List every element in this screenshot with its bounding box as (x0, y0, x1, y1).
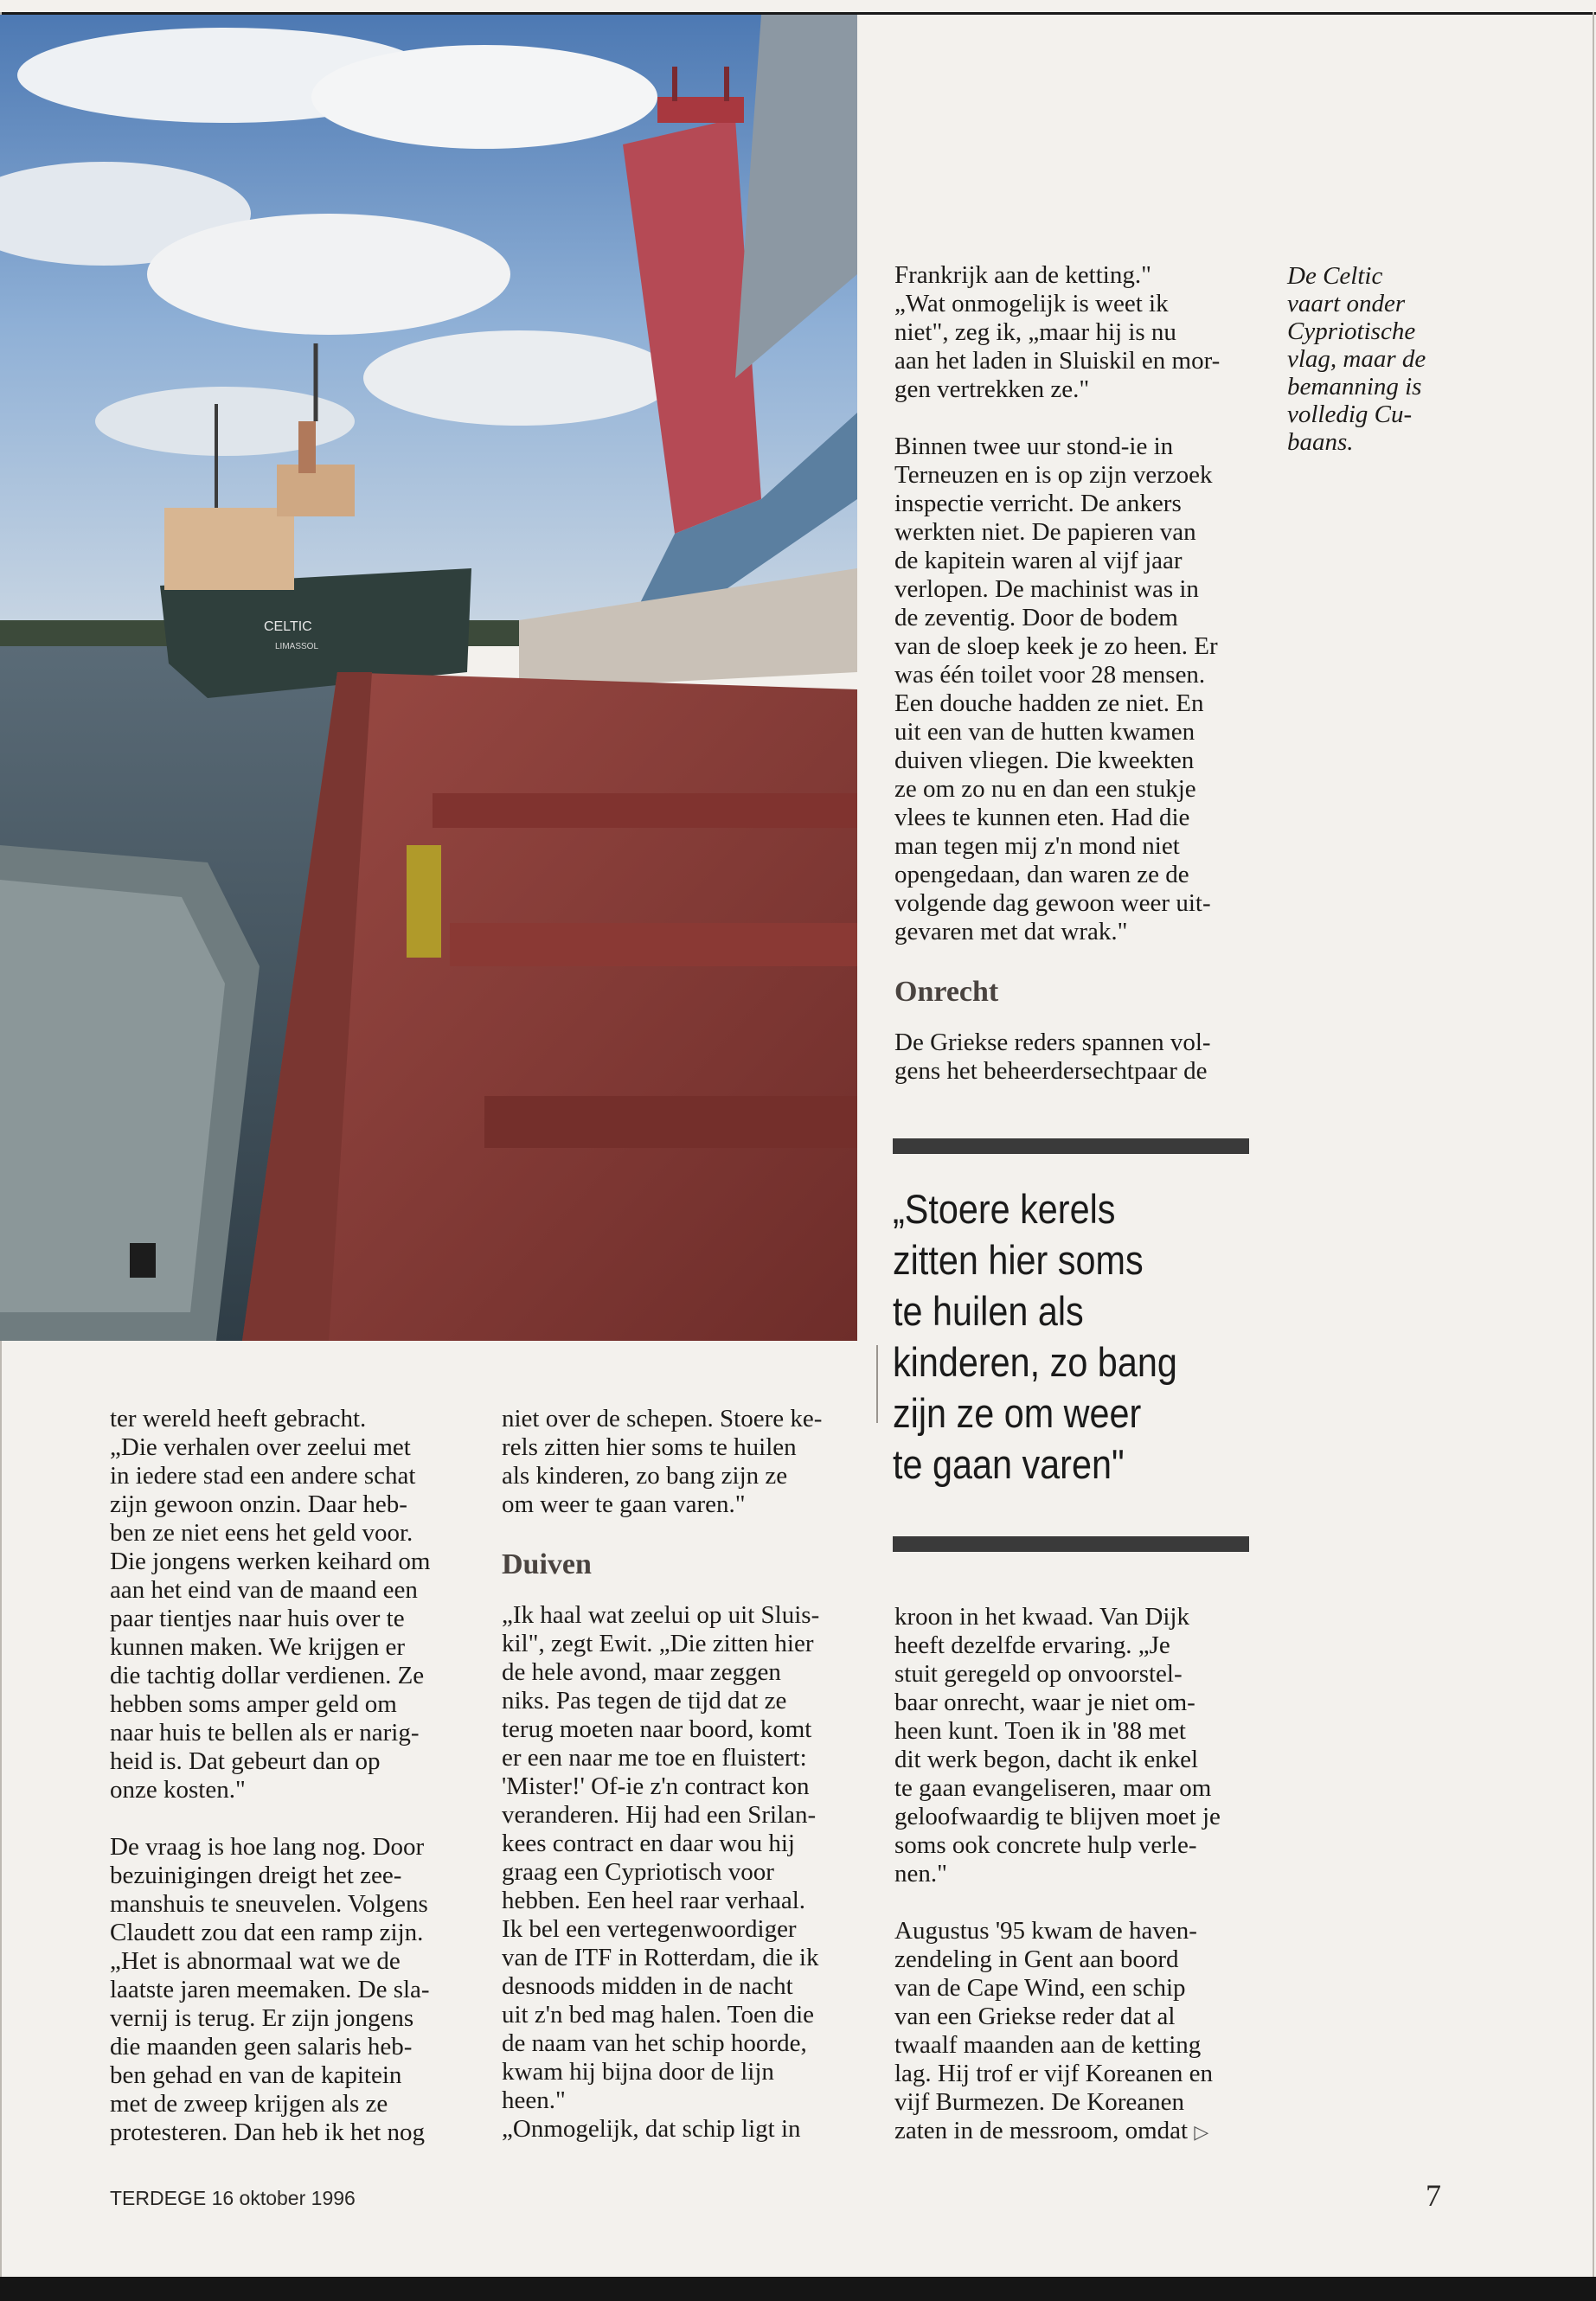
paragraph: niet over de schepen. Stoere ke- rels zitten hier soms te huilen als kinderen, zo bang zijn ze om weer te gaan varen." (502, 1405, 823, 1518)
article-column-2 (502, 1405, 856, 2144)
harbor-photo-icon (0, 15, 857, 1341)
pull-quote-rule-top (893, 1138, 1249, 1154)
footer-publication: TERDEGE 16 oktober 1996 (110, 2187, 356, 2209)
paragraph: ter wereld heeft gebracht. „Die verhalen over zeelui met in iedere stad een andere schat zijn gewoon onzin. Daar heb- ben ze niet eens het geld voor. Die jongens werken keihard om aan het eind van de maand een paar tientjes naar huis over te kunnen maken. We krijgen er die tachtig dollar verdienen. Ze hebben soms amper geld om naar huis te bellen als er narig- heid is. Dat gebeurt dan op onze kosten." (110, 1405, 431, 1804)
paragraph: Augustus '95 kwam de haven- zendeling in Gent aan boord van de Cape Wind, een schip van een Griekse reder dat al twaalf maanden aan de ketting lag. Hij trof er vijf Koreanen en vijf Burmezen. De Koreanen zaten in de messroom, omdat (894, 1917, 1213, 2144)
pull-quote: „Stoere kerels zitten hier soms te huilen als kinderen, zo bang zijn ze om weer te gaan varen" (893, 1186, 1177, 1487)
section-heading-onrecht: Onrecht (894, 976, 999, 1008)
continue-arrow-icon: ▷ (1194, 2121, 1209, 2143)
pull-quote-rule-bottom (893, 1536, 1249, 1552)
paragraph: Frankrijk aan de ketting." „Wat onmogelijk is weet ik niet", zeg ik, „maar hij is nu aan het laden in Sluiskil en mor- gen vertrekken ze." (894, 261, 1221, 403)
photo-caption: De Celtic vaart onder Cypriotische vlag, maar de bemanning is volledig Cu- baans. (1287, 262, 1426, 456)
bottom-scan-band (0, 2277, 1596, 2301)
paragraph: De Griekse reders spannen vol- gens het beheerdersechtpaar de (894, 1029, 1211, 1085)
paragraph: kroon in het kwaad. Van Dijk heeft dezelfde ervaring. „Je stuit geregeld op onvoorstel- baar onrecht, waar je niet om- heen kunt. Toen ik in '88 met dit werk begon, dacht ik enkel te gaan evangeliseren, maar om geloofwaardig te blijven moet je soms ook concrete hulp verle- nen." (894, 1603, 1221, 1888)
harbor-photo (0, 15, 857, 1341)
ship-port-text: LIMASSOL (275, 642, 319, 651)
page-edge-right (1593, 12, 1594, 2277)
ship-name-text: CELTIC (264, 619, 312, 634)
page-number: 7 (1426, 2178, 1441, 2213)
article-column-1 (110, 1405, 465, 2147)
paragraph: De vraag is hoe lang nog. Door bezuinigingen dreigt het zee- manshuis te sneuvelen. Volgens Claudett zou dat een ramp zijn. „Het is abnormaal wat we de laatste jaren meemaken. De sla- vernij is terug. Er zijn jongens die maanden geen salaris heb- ben gehad en van de kapitein met de zweep krijgen als ze protesteren. Dan heb ik het nog (110, 1833, 430, 2146)
paragraph: Binnen twee uur stond-ie in Terneuzen en is op zijn verzoek inspectie verricht. De ankers werkten niet. De papieren van de kapitein waren al vijf jaar verlopen. De machinist was in de zeventig. Door de bodem van de sloep keek je zo heen. Er was één toilet voor 28 mensen. Een douche hadden ze niet. En uit een van de hutten kwamen duiven vliegen. Die kweekten ze om zo nu en dan een stukje vlees te kunnen eten. Had die man tegen mij z'n mond niet opengedaan, dan waren ze de volgende dag gewoon weer uit- gevaren met dat wrak." (894, 433, 1218, 945)
pull-quote-divider (876, 1345, 878, 1423)
article-column-top-right (894, 261, 1258, 1086)
section-heading-duiven: Duiven (502, 1548, 592, 1580)
paragraph: „Ik haal wat zeelui op uit Sluis- kil", zegt Ewit. „Die zitten hier de hele avond, maar zeggen niks. Pas tegen de tijd dat ze terug moeten naar boord, komt er een naar me toe en fluistert: 'Mister!' Of-ie z'n contract kon veranderen. Hij had een Srilan- kees contract en daar wou hij graag een Cypriotisch voor hebben. Een heel raar verhaal. Ik bel een vertegenwoordiger van de ITF in Rotterdam, die ik desnoods midden in de nacht uit z'n bed mag halen. Toen die de naam van het schip hoorde, kwam hij bijna door de lijn heen." „Onmogelijk, dat schip ligt in (502, 1601, 820, 2143)
paragraph-with-continuation (894, 1917, 1258, 2146)
article-column-3 (894, 1603, 1258, 2146)
